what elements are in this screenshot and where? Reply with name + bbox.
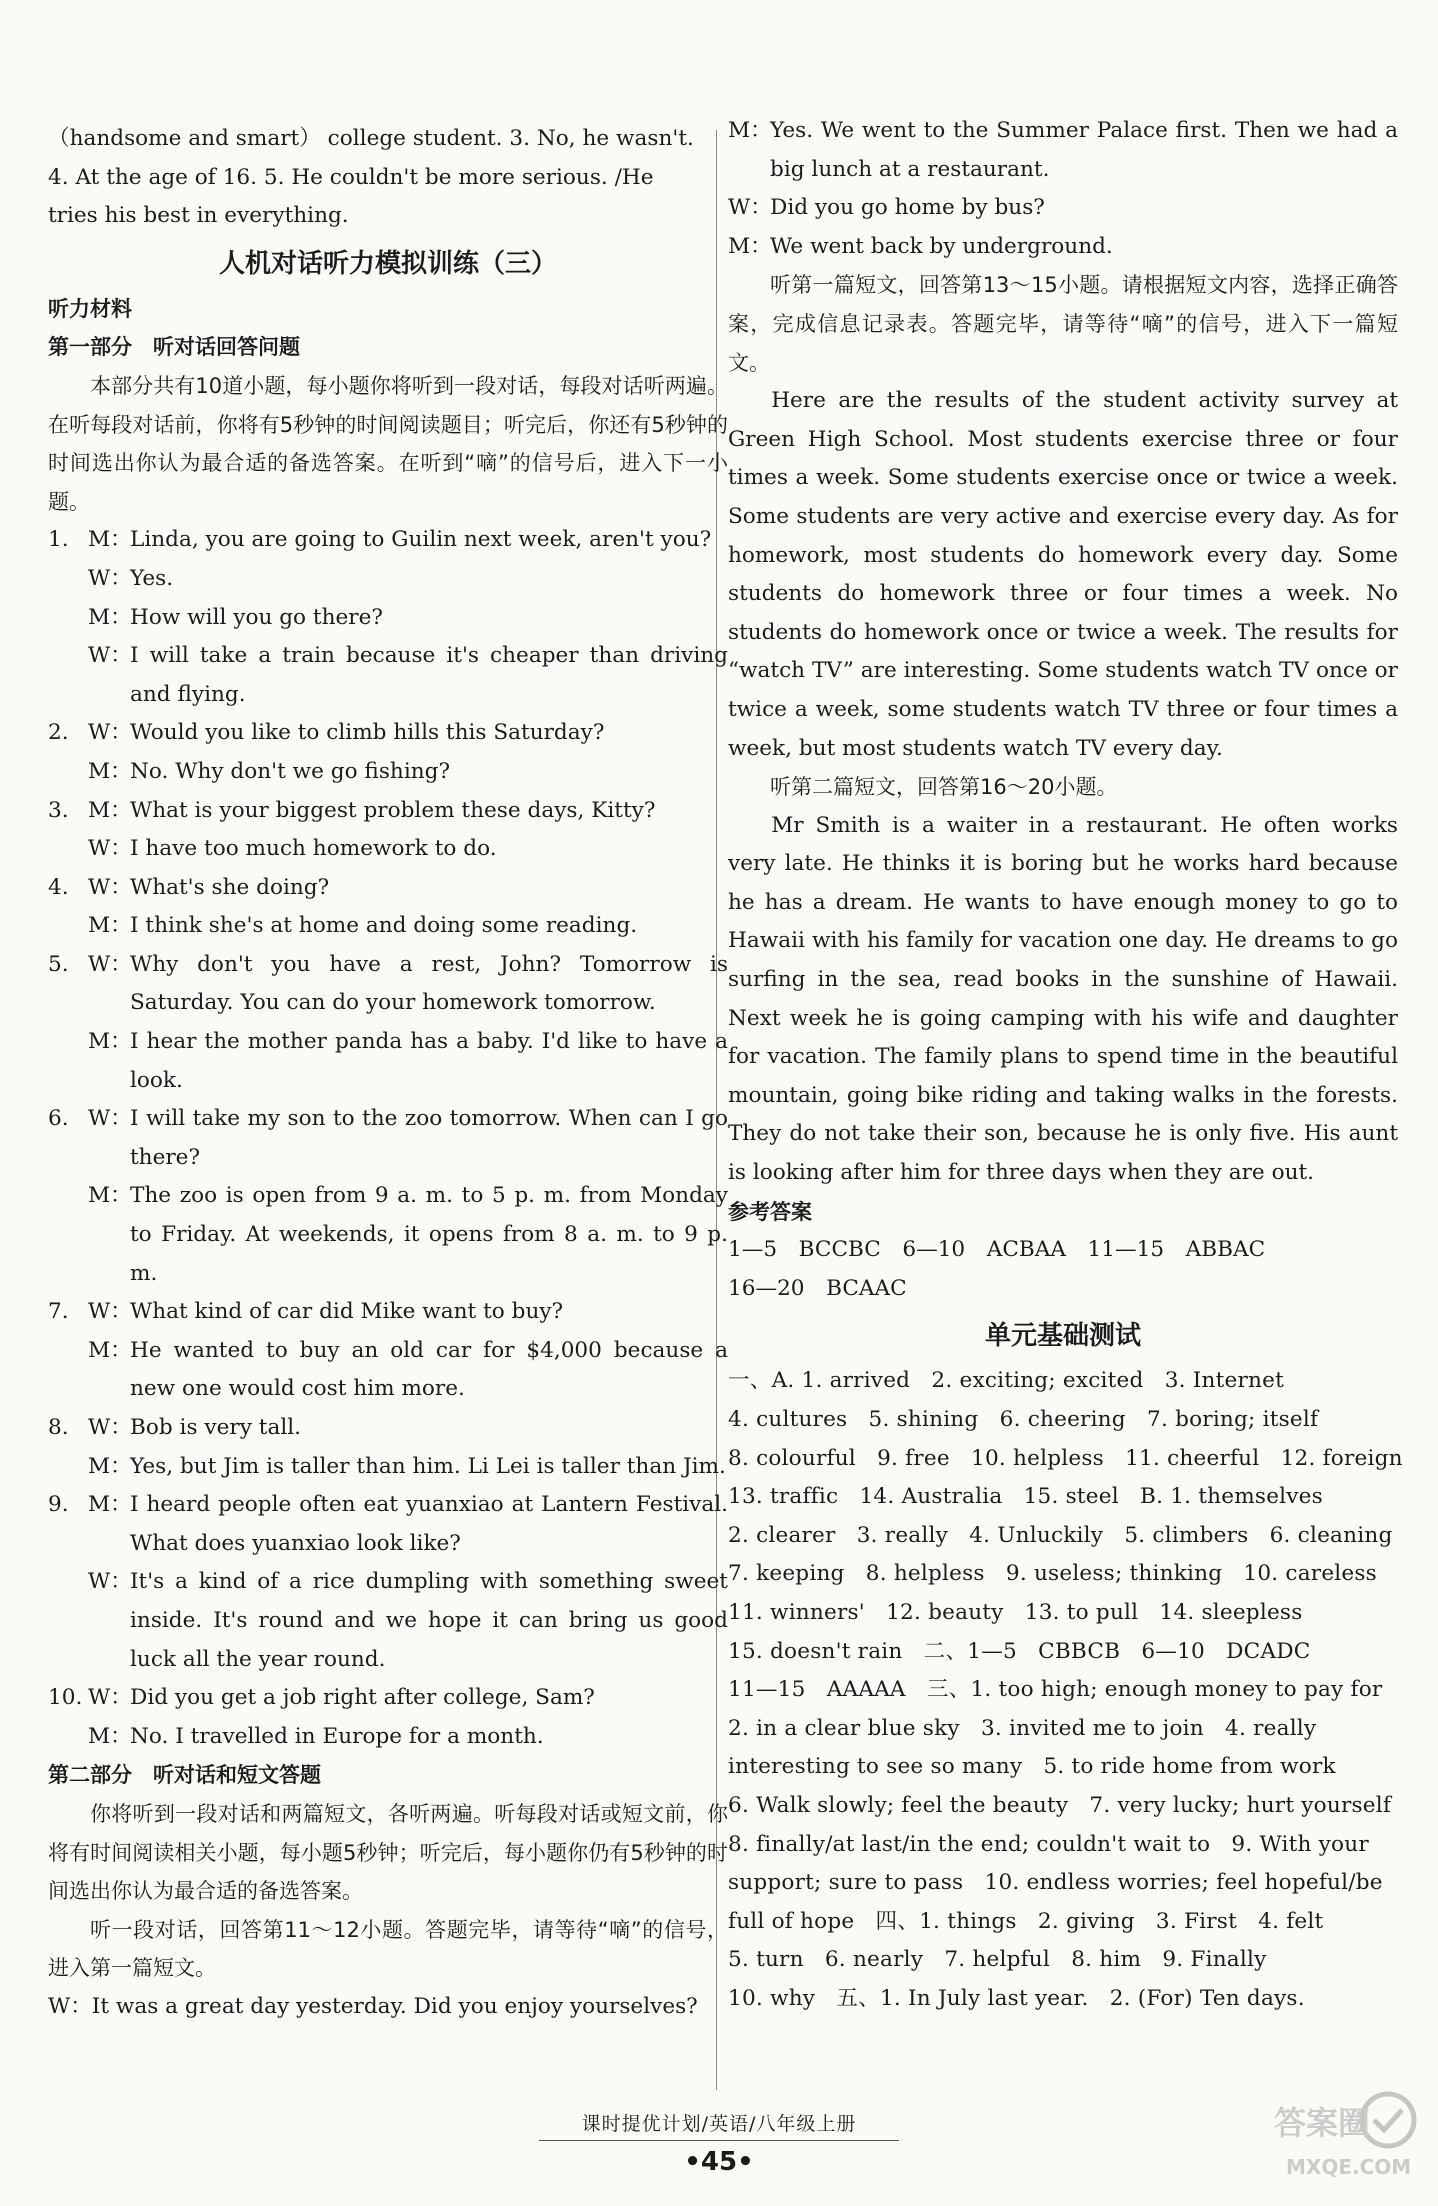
speaker-label: W： (88, 836, 132, 862)
dialogue-line (48, 946, 728, 1023)
dialogue-continued (728, 112, 1398, 266)
unit-answer-line: 7. keeping 8. helpless 9. useless; thinking 10. careless (728, 1561, 1377, 1587)
question-number (48, 753, 88, 792)
unit-answer-line: 2. in a clear blue sky 3. invited me to join 4. really (728, 1715, 1317, 1741)
utterance-text: I heard people often eat yuanxiao at Lantern Festival. What does yuanxiao look like? (130, 1492, 728, 1556)
utterance-text: Why don't you have a rest, John? Tomorrow is Saturday. You can do your homework tomorrow. (130, 951, 728, 1016)
utterance-text: I will take my son to the zoo tomorrow. When can I go there? (130, 1106, 728, 1170)
speaker-label: M： (88, 1723, 132, 1749)
answers-line: 16—20 BCAAC (728, 1275, 907, 1301)
unit-answer-line: 10. why 五、1. In July last year. 2. (For) Ten days. (728, 1985, 1305, 2011)
right-column (728, 112, 1403, 2019)
dialogue-line (728, 189, 1398, 228)
answer-line: （handsome and smart） college student. 3. No, he wasn't. (48, 126, 694, 151)
utterance-text: What kind of car did Mike want to buy? (130, 1299, 564, 1325)
utterance-text: I have too much homework to do. (130, 836, 497, 862)
dialogue-line (48, 1679, 728, 1718)
dialogue-line (48, 1448, 728, 1487)
speaker-label: W： (728, 195, 772, 221)
dialogue-line (48, 869, 728, 908)
question-number (48, 1023, 88, 1100)
question-number (48, 1563, 88, 1679)
question-number: 2. (48, 720, 69, 746)
part2-heading: 第二部分 听对话和短文答题 (48, 1763, 321, 1788)
left-column (48, 120, 728, 2027)
dialogue-line (48, 1563, 728, 1679)
question-number (48, 637, 88, 714)
question-number (48, 560, 88, 599)
question-number (48, 1332, 88, 1409)
unit-answer-line: 15. doesn't rain 二、1—5 CBBCB 6—10 DCADC (728, 1638, 1311, 1664)
question-number (48, 830, 88, 869)
speaker-label: M： (728, 233, 772, 259)
watermark-url: MXQE.COM (1286, 2155, 1412, 2179)
speaker-label: W： (88, 1685, 132, 1711)
speaker-label: W： (88, 720, 132, 746)
utterance-text: No. Why don't we go fishing? (130, 758, 451, 784)
dialogue-line (48, 560, 728, 599)
question-number (48, 1448, 88, 1487)
dialogue-line (48, 1409, 728, 1448)
dialogue-line (48, 1486, 728, 1563)
question-number: 4. (48, 874, 69, 900)
dialogue-list (48, 521, 728, 1756)
section-title: 人机对话听力模拟训练（三） (218, 248, 557, 279)
dialogue-line (48, 792, 728, 831)
utterance-text: Did you go home by bus? (770, 195, 1045, 221)
utterance-text: Yes. We went to the Summer Palace first. Then we had a big lunch at a restaurant. (770, 118, 1398, 182)
unit-answer-line: 11. winners' 12. beauty 13. to pull 14. sleepless (728, 1599, 1303, 1625)
unit-answer-line: support; sure to pass 10. endless worries; feel hopeful/be (728, 1870, 1383, 1896)
part1-intro: 本部分共有10道小题，每小题你将听到一段对话，每段对话听两遍。在听每段对话前，你将有5秒钟的时间阅读题目；听完后，你还有5秒钟的时间选出你认为最合适的备选答案。在听到“嘀”的信号后，进入下一小题。 (48, 373, 728, 514)
dialogue-line (48, 753, 728, 792)
material-heading: 听力材料 (48, 296, 132, 321)
speaker-label: M： (88, 604, 132, 630)
question-number: 6. (48, 1106, 69, 1132)
dialogue-line (48, 907, 728, 946)
unit-answer-line: 11—15 AAAAA 三、1. too high; enough money to pay for (728, 1677, 1383, 1703)
speaker-label: M： (88, 1029, 132, 1055)
unit-answer-line: 4. cultures 5. shining 6. cheering 7. boring; itself (728, 1407, 1319, 1432)
utterance-text: It's a kind of a rice dumpling with something sweet inside. It's round and we hope it can bring us good luck all the year round. (130, 1569, 728, 1672)
dialogue-line (728, 112, 1398, 189)
speaker-label: W： (88, 874, 132, 900)
speaker-label: M： (88, 1183, 132, 1209)
watermark-icon (1270, 2078, 1420, 2188)
question-number (48, 1718, 88, 1757)
dialogue-line (728, 228, 1398, 267)
speaker-label: W： (88, 1299, 132, 1325)
part2-intro: 你将听到一段对话和两篇短文，各听两遍。听每段对话或短文前，你将有时间阅读相关小题，每小题5秒钟；听完后，每小题你仍有5秒钟的时间选出你认为最合适的备选答案。 (48, 1801, 728, 1904)
speaker-label: W： (88, 565, 132, 591)
unit-test-title: 单元基础测试 (984, 1321, 1141, 1352)
unit-answer-line: 2. clearer 3. really 4. Unluckily 5. climbers 6. cleaning (728, 1522, 1393, 1548)
speaker-label: M： (88, 527, 132, 553)
page-footer (0, 2110, 1438, 2179)
utterance-text: Yes. (130, 565, 174, 591)
utterance-text: Linda, you are going to Guilin next week, aren't you? (130, 527, 712, 553)
question-number: 9. (48, 1492, 69, 1518)
utterance-text: He wanted to buy an old car for $4,000 because a new one would cost him more. (130, 1337, 728, 1402)
question-number: 7. (48, 1299, 69, 1325)
dialogue-line (48, 1718, 728, 1757)
speaker-label: M： (88, 797, 132, 823)
passage1: Here are the results of the student activity survey at Green High School. Most students exercise three or four times a week. Some students exercise once or twice a week. Some students are very active and exercise every day. As for homework, most students do homework every day. Some students do homework three or four times a week. No students do homework once or twice a week. The results for “watch TV” are interesting. Some students watch TV once or twice a week, some students watch TV three or four times a week, but most students watch TV every day. (728, 388, 1398, 761)
unit-answer-line: 8. colourful 9. free 10. helpless 11. cheerful 12. foreign (728, 1445, 1403, 1471)
utterance-text: How will you go there? (130, 604, 383, 630)
dialogue-line (48, 637, 728, 714)
speaker-label: M： (88, 913, 132, 939)
speaker-label: M： (88, 1453, 132, 1479)
passage2: Mr Smith is a waiter in a restaurant. He often works very late. He thinks it is boring but he works hard because he has a dream. He wants to have enough money to go to Hawaii with his family for vacation one day. He dreams to go surfing in the sea, read books in the sunshine of Hawaii. Next week he is going camping with his wife and daughter for vacation. The family plans to spend time in the beautiful mountain, going bike riding and taking walks in the forests. They do not take their son, because he is only five. His aunt is looking after him for three days when they are out. (728, 812, 1398, 1186)
answers-line: 1—5 BCCBC 6—10 ACBAA 11—15 ABBAC (728, 1237, 1266, 1263)
question-number (48, 599, 88, 638)
footer-rule (539, 2140, 899, 2141)
watermark-text: 答案圈 (1274, 2104, 1371, 2142)
dialogue-line (48, 714, 728, 753)
dialogue-line (48, 1177, 728, 1293)
unit-answer-line: interesting to see so many 5. to ride home from work (728, 1754, 1336, 1780)
watermark-logo (1270, 2078, 1420, 2192)
utterance-text: We went back by underground. (770, 233, 1113, 259)
part1-heading: 第一部分 听对话回答问题 (48, 335, 300, 360)
question-number (48, 1177, 88, 1293)
speaker-label: M： (88, 1492, 132, 1518)
speaker-label: W： (88, 951, 132, 977)
dialogue-line (48, 1100, 728, 1177)
utterance-text: I think she's at home and doing some reading. (130, 913, 638, 939)
unit-answer-line: 6. Walk slowly; feel the beauty 7. very lucky; hurt yourself (728, 1792, 1392, 1818)
answer-line: tries his best in everything. (48, 203, 349, 229)
speaker-label: M： (728, 118, 772, 143)
utterance-text: I will take a train because it's cheaper than driving and flying. (130, 643, 728, 707)
unit-answer-line: 一、A. 1. arrived 2. exciting; excited 3. Internet (728, 1368, 1284, 1394)
utterance-text: No. I travelled in Europe for a month. (130, 1723, 544, 1749)
dialogue-line (48, 521, 728, 560)
utterance-text: The zoo is open from 9 a. m. to 5 p. m. from Monday to Friday. At weekends, it opens from 8 a. m. to 9 p. m. (130, 1183, 728, 1286)
unit-answer-line: 8. finally/at last/in the end; couldn't wait to 9. With your (728, 1831, 1369, 1857)
passage2-intro: 听第二篇短文，回答第16～20小题。 (770, 775, 1118, 800)
utterance-text: Did you get a job right after college, Sam? (130, 1685, 595, 1711)
dialogue-line (48, 1332, 728, 1409)
page-number: •45• (684, 2147, 754, 2177)
book-title: 课时提优计划/英语/八年级上册 (581, 2113, 857, 2135)
unit-test-answers (728, 1362, 1403, 2018)
dialogue-line (48, 1293, 728, 1332)
utterance-text: Bob is very tall. (130, 1415, 301, 1440)
question-number: 8. (48, 1415, 69, 1440)
question-number (48, 907, 88, 946)
dialogue-line (48, 830, 728, 869)
answers-heading: 参考答案 (728, 1199, 812, 1224)
unit-answer-line: 5. turn 6. nearly 7. helpful 8. him 9. Finally (728, 1947, 1267, 1973)
question-number: 10. (48, 1685, 83, 1711)
dialogue-line (48, 599, 728, 638)
question-number: 3. (48, 797, 69, 823)
unit-answer-line: 13. traffic 14. Australia 15. steel B. 1. themselves (728, 1484, 1323, 1510)
utterance-text: Would you like to climb hills this Saturday? (130, 720, 605, 746)
speaker-label: W： (88, 1569, 132, 1595)
speaker-label: W： (88, 643, 132, 669)
utterance-text: What is your biggest problem these days, Kitty? (130, 797, 656, 823)
question-number: 5. (48, 951, 69, 977)
speaker-label: M： (88, 758, 132, 784)
utterance-text: What's she doing? (130, 874, 330, 900)
utterance-text: Yes, but Jim is taller than him. Li Lei is taller than Jim. (130, 1453, 726, 1479)
answer-line: 4. At the age of 16. 5. He couldn't be more serious. /He (48, 164, 654, 190)
passage1-intro: 听第一篇短文，回答第13～15小题。请根据短文内容，选择正确答案，完成信息记录表。答题完毕，请等待“嘀”的信号，进入下一篇短文。 (728, 273, 1398, 375)
unit-answer-line: full of hope 四、1. things 2. giving 3. First 4. felt (728, 1908, 1324, 1934)
continued-answers (48, 120, 728, 236)
speaker-label: W： (88, 1415, 132, 1440)
dialogue-line: W：It was a great day yesterday. Did you enjoy yourselves? (48, 1993, 698, 2019)
speaker-label: W： (88, 1106, 132, 1132)
speaker-label: M： (88, 1337, 132, 1363)
dialogue-line (48, 1023, 728, 1100)
part2-sub1: 听一段对话，回答第11～12小题。答题完毕，请等待“嘀”的信号，进入第一篇短文。 (48, 1917, 728, 1981)
question-number: 1. (48, 527, 69, 553)
utterance-text: I hear the mother panda has a baby. I'd like to have a look. (130, 1029, 728, 1093)
